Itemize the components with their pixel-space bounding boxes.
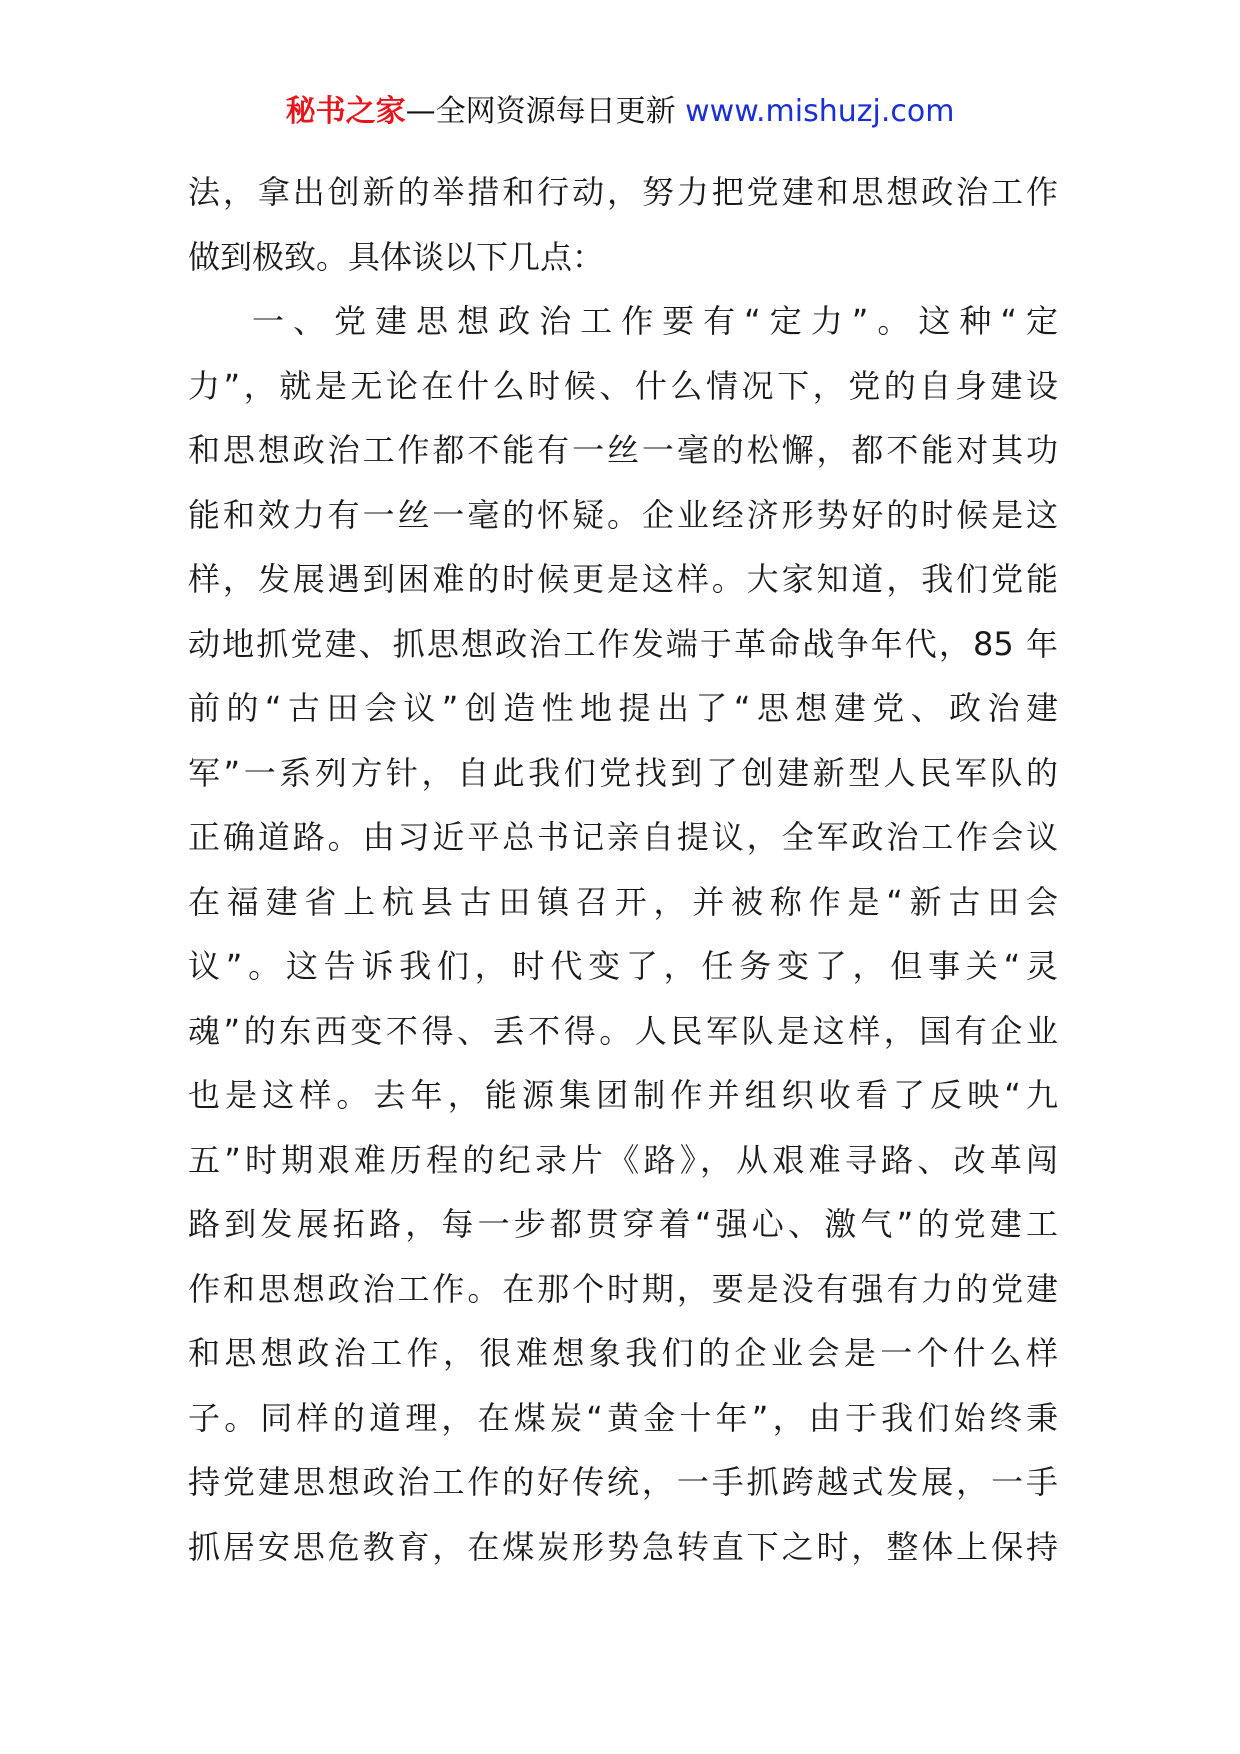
body-line: 做到极致。具体谈以下几点： <box>188 237 605 276</box>
body-line: 力”，就是无论在什么时候、什么情况下，党的自身建设 <box>188 366 1058 405</box>
site-url-link[interactable]: www.mishuzj.com <box>685 94 955 129</box>
body-line: 前的“古田会议”创造性地提出了“思想建党、政治建 <box>188 689 1058 727</box>
site-header <box>0 90 1240 134</box>
body-line: 样，发展遇到困难的时候更是这样。大家知道，我们党能 <box>188 560 1058 598</box>
body-line: 路到发展拓路，每一步都贯穿着“强心、激气”的党建工 <box>188 1205 1058 1243</box>
body-line: 和思想政治工作都不能有一丝一毫的松懈，都不能对其功 <box>188 431 1058 469</box>
body-line: 正确道路。由习近平总书记亲自提议，全军政治工作会议 <box>188 818 1058 856</box>
body-line: 军”一系列方针，自此我们党找到了创建新型人民军队的 <box>188 753 1058 792</box>
body-line: 一、党建思想政治工作要有“定力”。这种“定 <box>252 302 1058 340</box>
body-line: 动地抓党建、抓思想政治工作发端于革命战争年代，85 年 <box>188 624 1058 663</box>
body-line: 持党建思想政治工作的好传统，一手抓跨越式发展，一手 <box>188 1463 1058 1501</box>
body-line: 抓居安思危教育，在煤炭形势急转直下之时，整体上保持 <box>188 1527 1058 1566</box>
body-line: 子。同样的道理，在煤炭“黄金十年”，由于我们始终秉 <box>188 1398 1058 1437</box>
body-line: 议”。这告诉我们，时代变了，任务变了，但事关“灵 <box>188 947 1058 985</box>
body-line: 法，拿出创新的举措和行动，努力把党建和思想政治工作 <box>188 173 1058 211</box>
document-body <box>188 160 1058 1579</box>
body-line: 魂”的东西变不得、丢不得。人民军队是这样，国有企业 <box>188 1011 1058 1050</box>
body-line: 和思想政治工作，很难想象我们的企业会是一个什么样 <box>188 1334 1058 1372</box>
body-line: 五”时期艰难历程的纪录片《路》，从艰难寻路、改革闯 <box>188 1140 1058 1179</box>
body-line: 作和思想政治工作。在那个时期，要是没有强有力的党建 <box>188 1269 1058 1308</box>
site-brand: 秘书之家 <box>285 94 406 129</box>
site-tagline: —全网资源每日更新 <box>405 94 686 129</box>
body-line: 能和效力有一丝一毫的怀疑。企业经济形势好的时候是这 <box>188 495 1058 534</box>
body-line: 在福建省上杭县古田镇召开，并被称作是“新古田会 <box>188 882 1058 921</box>
body-line: 也是这样。去年，能源集团制作并组织收看了反映“九 <box>188 1076 1058 1114</box>
